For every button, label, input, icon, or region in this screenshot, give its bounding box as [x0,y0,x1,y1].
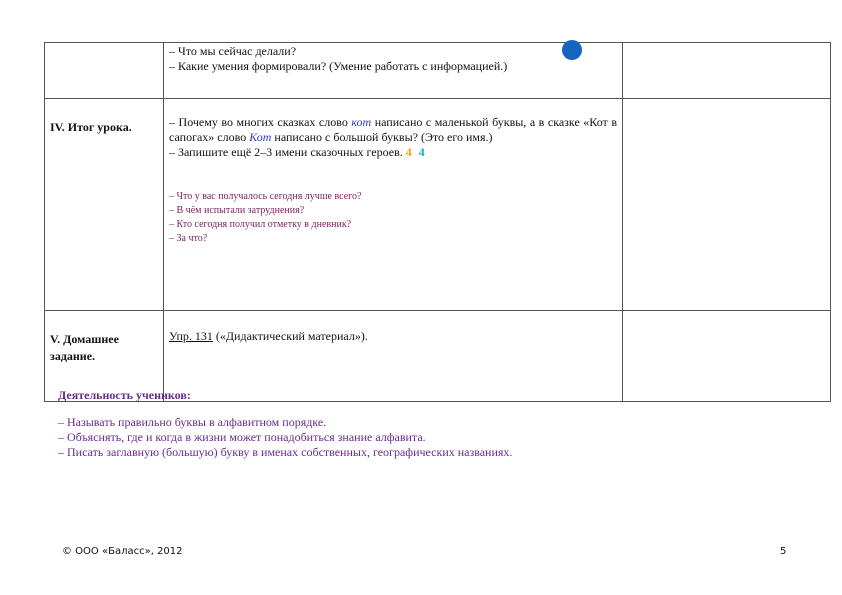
stage-label: V. Домашнее [50,332,119,346]
list-item: – За что? [169,233,208,244]
task-text: – Запишите ещё 2–3 имени сказочных героев. [169,145,403,159]
question-paragraph [169,115,617,145]
student-activity [58,388,778,460]
paragraph-text: написано с большой буквы? (Это его имя.) [271,130,493,144]
marker-dot [562,40,582,60]
stage-cell: IV. Итог урока. [45,99,164,311]
keyword-kot: кот [351,115,372,129]
list-item: – Писать заглавную (большую) букву в именах собственных, географических названиях. [58,445,513,459]
notes-cell [623,43,831,99]
number-badge-cyan: 4 [418,145,425,159]
lesson-plan-table [44,42,831,402]
homework-text: («Дидактический материал»). [212,329,368,343]
list-item: – Что у вас получалось сегодня лучше всего? [169,191,362,202]
list-item: – Кто сегодня получил отметку в дневник? [169,219,352,230]
list-item: – В чём испытали затруднения? [169,205,305,216]
page-number: 5 [780,546,787,557]
activity-heading: Деятельность учеников: [58,388,191,402]
stage-cell [45,43,164,99]
exercise-link: Упр. 131 [169,329,213,343]
task-line [169,145,617,160]
number-badge-orange: 4 [405,145,412,159]
paragraph-text: – Почему во многих сказках слово [169,115,352,129]
stage-label: задание. [50,349,96,363]
list-item: – Называть правильно буквы в алфавитном порядке. [58,415,327,429]
keyword-kot-capital: Кот [249,130,272,144]
reflection-questions [169,190,617,246]
table-row [45,99,831,311]
copyright-footer: © ООО «Баласс», 2012 [62,546,183,557]
notes-cell [623,99,831,311]
question-line: – Что мы сейчас делали? [169,44,297,58]
content-cell [164,99,623,311]
list-item: – Объяснять, где и когда в жизни может понадобиться знание алфавита. [58,430,426,444]
paragraph-text: написано с маленькой буквы, а в сказке «Кот в сапогах» слово [169,115,617,144]
question-line: – Какие умения формировали? (Умение работать с информацией.) [169,59,508,73]
table-row [45,43,831,99]
content-cell [164,43,623,99]
